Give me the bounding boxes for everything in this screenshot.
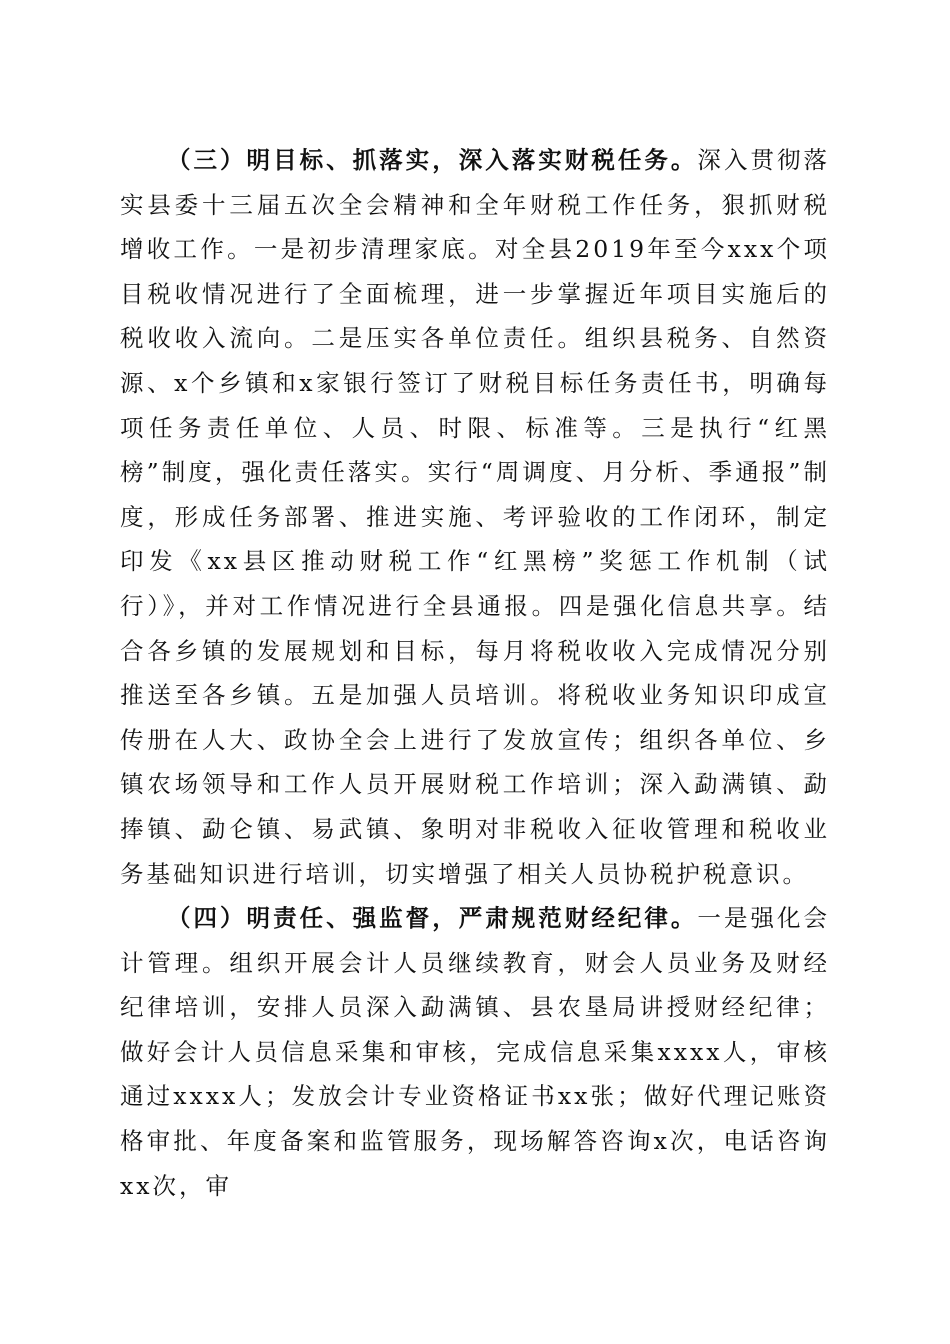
paragraph-heading: （四）明责任、强监督，严肃规范财经纪律。 — [167, 904, 698, 933]
paragraph-text: 一是强化会计管理。组织开展会计人员继续教育，财会人员业务及财经纪律培训，安排人员深入勐满镇、县农垦局讲授财经纪律；做好会计人员信息采集和审核，完成信息采集xxxx人，审核通过xxxx人；发放会计专业资格证书xx张；做好代理记账资格审批、年度备案和监管服务，现场解答咨询x次，电话咨询xx次，审 — [120, 904, 831, 1200]
paragraph-heading: （三）明目标、抓落实，深入落实财税任务。 — [167, 146, 698, 174]
paragraph-section-4 — [120, 896, 830, 1208]
paragraph-text: 深入贯彻落实县委十三届五次全会精神和全年财税工作任务，狠抓财税增收工作。一是初步清理家底。对全县2019年至今xxx个项目税收情况进行了全面梳理，进一步掌握近年项目实施后的税收收入流向。二是压实各单位责任。组织县税务、自然资源、x个乡镇和x家银行签订了财税目标任务责任书，明确每项任务责任单位、人员、时限、标准等。三是执行“红黑榜”制度，强化责任落实。实行“周调度、月分析、季通报”制度，形成任务部署、推进实施、考评验收的工作闭环，制定印发《xx县区推动财税工作“红黑榜”奖惩工作机制（试行）》，并对工作情况进行全县通报。四是强化信息共享。结合各乡镇的发展规划和目标，每月将税收收入完成情况分别推送至各乡镇。五是加强人员培训。将税收业务知识印成宣传册在人大、政协全会上进行了发放宣传；组织各单位、乡镇农场领导和工作人员开展财税工作培训；深入勐满镇、勐捧镇、勐仑镇、易武镇、象明对非税收入征收管理和税收业务基础知识进行培训，切实增强了相关人员协税护税意识。 — [120, 146, 831, 888]
paragraph-section-3 — [120, 138, 830, 896]
document-body — [120, 138, 830, 1208]
